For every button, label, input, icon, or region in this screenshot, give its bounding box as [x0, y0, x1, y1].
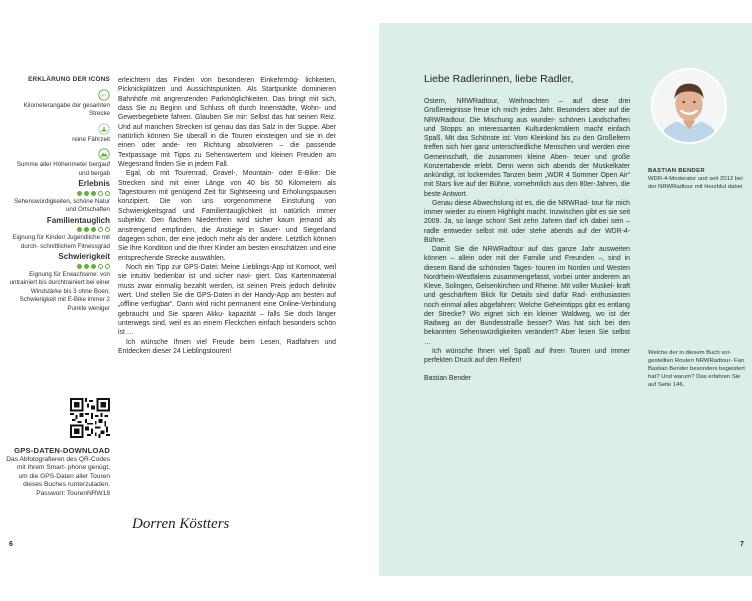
rating-dot — [77, 264, 82, 269]
difficulty-title: Schwierigkeit — [58, 252, 110, 261]
icon-legend — [6, 76, 110, 313]
rating-dot — [105, 191, 110, 196]
body-paragraph: Damit Sie die NRWRadtour auf das ganze Jahr ausweiten können – allein oder mit der Familie und Freunden –, sind in diesem Band die schönsten Tages- touren im Norden und Westen Nordrhein-Westfalens zusammengefasst, vorbei unter anderem an Kleve, Solingen, Gelsenkirchen und Rheine. Mit voller Muskel- kraft und geschärftem Blick für Details sind dafür Rad- enthusiasten noch einmal alles abgefahren: Welche Geheimtipps gibt es entlang der Strecke? Wo eignet sich ein kleiner Waldweg, wo ist der Radweg an der Bundesstraße besser? Was hat sich bei den bekannten Sehenswürdigkeiten verändert? Aber lesen Sie selbst … — [424, 246, 630, 346]
rating-dot — [98, 264, 103, 269]
signature-text: Dorren Köstters — [132, 516, 230, 532]
elevation-text: Summe aller Höhenmeter bergauf und bergab — [16, 161, 110, 177]
left-body-text — [118, 76, 336, 356]
gps-text: Das Abfotografieren des QR-Codes mit Ihrem Smart- phone genügt, um die GPS-Daten aller Touren dieses Buches runterzuladen. — [6, 455, 110, 489]
family-text: Eignung für Kinder/ Jugendliche mit durch- schnittlichem Fitnessgrad — [12, 234, 110, 250]
body-paragraph: erleichtern das Finden von besonderen Einkehrmög- lichkeiten, Picknickplätzen und Aussichtspunkten. Als Startpunkte dominieren Bahnhöfe mit angrenzenden Parkmöglichkeiten. Das bringt mit sich, dass Sie zu Beginn und Schluss oft durch Innenstädte, Wohn- und Gewerbegebiete fahren. Glauben Sie mir: Selbst das hat seinen Reiz. Und auf manchen Strecken ist genau das das Salz in der Suppe. Aber natürlich können Sie überall in die Touren einsteigen und sie in der einen oder ande- ren Richtung absolvieren – die passende Textpassage mit Tipps zu Sehenswertem und kleinen Freuden am Wegesrand finden Sie in jedem Fall. — [118, 77, 336, 169]
body-paragraph: Ich wünsche Ihnen viel Spaß auf Ihren Touren und immer perfekten Druck auf den Reifen! — [424, 347, 630, 364]
rating-dot — [91, 264, 96, 269]
portrait-photo — [650, 67, 728, 145]
author-name: BASTIAN BENDER — [648, 168, 705, 174]
greeting-heading: Liebe Radlerinnen, liebe Radler, — [424, 73, 574, 85]
body-paragraph: Egal, ob mit Tourenrad, Gravel-, Mountain- oder E-Bike: Die Strecken sind mit einer Länge von 40 bis 50 Kilometern als Tagestouren mit genügend Zeit für Sightseeing und Erholungspausen konzipiert. Die von uns vorgenommene Einstufung von Schwierigkeitsgrad und Familientauglichkeit ist natürlich immer subjektiv. Den flachen Niederrhein wird sicher kaum jemand als anstrengend empfinden, die Anstiege in Sauer- und Siegerland dagegen schon, der eine jedoch mehr als der andere. Letztlich können Sie Ihre Kondition und die Ihrer Kinder am besten einschätzen und eine entsprechende Strecke auswählen. — [118, 170, 336, 262]
kilometer-text: Kilometerangabe der gesamten Strecke — [23, 101, 110, 117]
erlebnis-title: Erlebnis — [78, 179, 110, 188]
km-badge-text: km — [101, 92, 107, 98]
body-paragraph: Ostern, NRWRadtour, Weihnachten – auf diese drei Großereignisse freue ich mich jedes Jahr. Besonders aber auf die NRWRadtour. Die Mischung aus wunder- schönen Landschaften und Stopps an interessanten Kulturdenkmälern macht einfach Spaß. Mit das Schönste ist: Vom Kleinkind bis zu den Großeltern treffen sich hier ganz unterschiedliche Menschen und werden eine Gemeinschaft, die zusammen kleine Aben- teuer und große Konzertabende erlebt. Denn wenn sich abends der Muskelkater ankündigt, ist lockerndes Tanzen beim „WDR 4 Sommer Open Air“ mit Stars live auf der Bühne, vornehmlich aus den 80er-Jahren, die beste Antwort. — [424, 98, 630, 198]
closing-name: Bastian Bender — [424, 375, 472, 383]
family-rating — [6, 227, 110, 232]
page-number-left: 6 — [9, 541, 13, 548]
page-reference-note: Welche der in diesem Buch vor- gestellten Routen NRWRadtour- Fan Bastian Bender besonders begeistert hat? Und warum? Das erfahren Sie auf Seite 146. — [648, 350, 745, 388]
gps-download-box — [6, 447, 110, 499]
body-paragraph: Genau diese Abwechslung ist es, die die NRWRad- tour für mich immer wieder zu einem Highlight macht. Inzwischen gibt es sie seit 2009. Ja, so lange schon! Seit zehn Jahren darf ich dabei sein – radle entweder selbst mit oder stehe abends auf der WDR-4-Bühne. — [424, 199, 630, 244]
signature — [130, 507, 250, 537]
body-paragraph: Noch ein Tipp zur GPS-Datei: Meine Lieblings-App ist Komoot, weil sie intuitiv bedienbar ist und sicher navi- giert. Das Kartenmaterial muss zwar einmalig bezahlt werden, ist seinen Preis jedoch definitiv wert. Und stellen Sie die GPS-Daten in der Handy-App am besten auf „offline verfügbar“. Dann wird nicht permanent eine Online-Verbindung gebraucht und Sie sparen Akku- kapazität – falls Sie doch länger unterwegs sind, weil es an einem Fleckchen einfach besonders schön ist … — [118, 263, 336, 337]
legend-heading: ERKLÄRUNG DER ICONS — [28, 76, 110, 83]
kilometer-icon — [98, 89, 110, 101]
erlebnis-rating — [6, 191, 110, 196]
gps-password: Passwort: TourenNRW18 — [36, 489, 110, 497]
gps-title: GPS-DATEN-DOWNLOAD — [14, 446, 110, 455]
rating-dot — [91, 227, 96, 232]
ferry-text: reine Fährzeit — [72, 135, 110, 143]
difficulty-text: Eignung für Erwachsene: von untrainiert bis durchtrainiert bei einer Windstärke bis 3 ohne Boen; Schwierigkeit mit E-Bike immer 2 Punkte weniger — [9, 270, 110, 312]
right-body-text — [424, 97, 630, 384]
author-description: WDR-4-Moderator und seit 2012 bei der NRWRadtour mit Herzblut dabei — [648, 176, 743, 190]
body-paragraph: Ich wünsche Ihnen viel Freude beim Lesen, Radfahren und Entdecken dieser 24 Lieblingstouren! — [118, 338, 336, 355]
erlebnis-text: Sehenswürdigkeiten, schöne Natur und Ortschaften — [14, 197, 110, 213]
rating-dot — [77, 191, 82, 196]
rating-dot — [84, 191, 89, 196]
page-number-right: 7 — [740, 541, 744, 548]
rating-dot — [91, 191, 96, 196]
rating-dot — [105, 264, 110, 269]
rating-dot — [84, 264, 89, 269]
ferry-icon — [98, 123, 110, 135]
family-title: Familientauglich — [46, 215, 110, 225]
rating-dot — [105, 227, 110, 232]
rating-dot — [98, 191, 103, 196]
rating-dot — [77, 227, 82, 232]
rating-dot — [98, 227, 103, 232]
elevation-icon — [98, 148, 110, 160]
author-bio — [648, 167, 744, 191]
rating-dot — [84, 227, 89, 232]
difficulty-rating — [6, 264, 110, 269]
qr-code[interactable] — [70, 398, 110, 438]
